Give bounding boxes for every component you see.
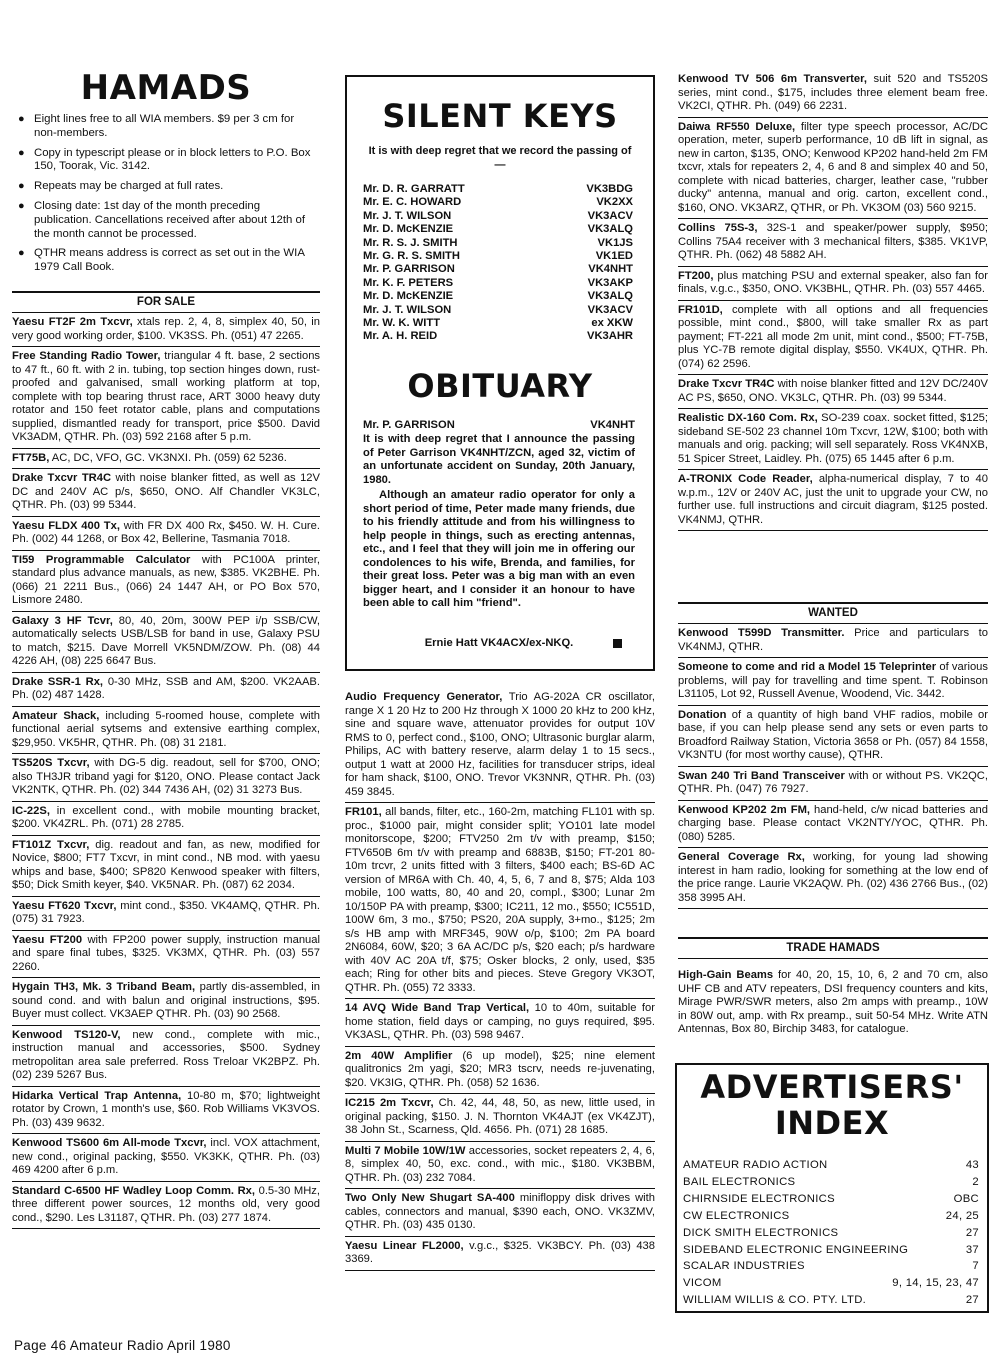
ad-text: with FP200 power supply, instruction manual and spare final tubes, $325. VK3MX, QTHR. Ph. (03) 557 2260. xyxy=(12,933,320,973)
classified-ad xyxy=(678,767,988,801)
ad-heading: 14 AVQ Wide Band Trap Vertical, xyxy=(345,1002,530,1014)
ad-text: complete with all options and all frequencies possible, mint cond., $800, will take smaller Rx as part payment; FT-221 all mode 2m unit, mint cond., $500; FT-75B, plus YC-7B remote digital display, $550. VK4UX, QTHR. Ph. (074) 62 2596. xyxy=(678,303,988,370)
ad-text: incl. VOX attachment, new cond., original packing, $550. VK3KK, QTHR. Ph. (03) 469 4200 after 6 p.m. xyxy=(12,1137,320,1176)
classified-ad xyxy=(678,848,988,909)
silent-key-row: Mr. G. R. S. SMITH VK1ED xyxy=(363,250,633,263)
wanted-heading: WANTED xyxy=(678,602,988,624)
ad-text: 0.5-30 MHz, three different power sources, 12 months old, very good cond., $290. Les L31187, QTHR. Ph. (03) 277 1874. xyxy=(12,1184,321,1224)
advertiser-row: SIDEBAND ELECTRONIC ENGINEERING 37 xyxy=(683,1243,979,1256)
ad-heading: A-TRONIX Code Reader, xyxy=(678,473,813,485)
ad-heading: Donation xyxy=(678,708,727,721)
obituary-paragraph-2: Although an amateur radio operator for only a short period of time, Peter made many friends, due to his friendly attitude and from his willingness to help people in things, such as erecting antennas, etc., and I feel that they will join me in offering our condolences to his wife, Brenda, and families, for their great loss. Peter was a big man with an even bigger heart, and I consider it an honour to have been able to call him "friend". xyxy=(363,489,635,609)
ad-text: plus matching PSU and external speaker, also fan for finals, v.g.c., $350, ONO. VK3BHL, QTHR. Ph. (03) 557 4465. xyxy=(678,269,988,295)
silent-keys-list xyxy=(363,183,633,344)
classified-ad xyxy=(12,1026,320,1087)
silent-key-row: Mr. J. T. WILSON VK3ACV xyxy=(363,209,633,222)
classified-ad xyxy=(345,1189,655,1237)
classified-ad xyxy=(12,313,320,347)
classified-ad xyxy=(678,624,988,658)
ad-heading: Two Only New Shugart SA-400 xyxy=(345,1192,515,1204)
classified-ad xyxy=(12,707,320,755)
classified-ad xyxy=(345,1237,655,1271)
classified-ad xyxy=(678,118,988,220)
wanted-section xyxy=(678,602,988,909)
classified-ad xyxy=(12,1087,320,1135)
ad-text: 10-80 m, $70; lightweight rotator by Crown, 1 month's use, $60. Rob Williams VK3VOS. Ph. (03) 439 9632. xyxy=(12,1089,320,1129)
for-sale-list-col3 xyxy=(678,70,988,531)
classified-ad xyxy=(678,658,988,706)
hamads-rules xyxy=(12,113,320,281)
ad-heading: Yaesu Linear FL2000, xyxy=(345,1239,464,1252)
ad-text: with FR DX 400 Rx, $450. W. H. Cure. Ph. (002) 44 1268, or Box 42, Bellerine, Tasmania 7018. xyxy=(12,519,320,545)
ad-text: Price and particulars to VK4NMJ, QTHR. xyxy=(678,627,988,653)
classified-ad xyxy=(678,301,988,376)
silent-key-row: Mr. D. R. GARRATT VK3BDG xyxy=(363,183,633,195)
ad-text: in excellent cond., with mobile mounting bracket, $200. VK4ZRL. Ph. (071) 28 2785. xyxy=(12,804,320,830)
trade-hamads-section xyxy=(678,937,988,959)
bullet-icon: ● xyxy=(18,146,25,159)
ad-text: partly dis-assembled, in sound cond. and with balun and original instructions, $95. Buyer must collect. VK3AEP QTHR. Ph. (03) 90 2568. xyxy=(12,981,320,1020)
classified-ad xyxy=(12,673,320,707)
ad-heading: Hygain TH3, Mk. 3 Triband Beam, xyxy=(12,981,196,993)
silent-keys-title: SILENT KEYS xyxy=(382,97,618,135)
silent-keys-intro: It is with deep regret that we record the passing of — xyxy=(368,145,632,171)
ad-heading: Drake Txcvr TR4C xyxy=(12,472,112,484)
classified-ad xyxy=(12,978,320,1026)
silent-key-row: Mr. D. McKENZIE VK3ALQ xyxy=(363,223,633,236)
advertiser-row: VICOM 9, 14, 15, 23, 47 xyxy=(683,1277,979,1290)
advertiser-row: SCALAR INDUSTRIES 7 xyxy=(683,1260,979,1273)
ad-heading: Drake SSR-1 Rx, xyxy=(12,675,104,688)
ad-heading: Swan 240 Tri Band Transceiver xyxy=(678,769,845,782)
ad-text: 80, 40, 20m, 300W PEP i/p SSB/CW, automatically selects USB/LSB for band in use, Galaxy PSU to match, $215. Dave Morrell VK5NDM/ZOW. Ph. (08) 44 4226 AH, (08) 225 6647 Bus. xyxy=(12,614,320,667)
ad-heading: Standard C-6500 HF Wadley Loop Comm. Rx, xyxy=(12,1184,256,1197)
wanted-list xyxy=(678,624,988,909)
for-sale-list-col2 xyxy=(345,688,655,1271)
ad-text: triangular 4 ft. base, 2 sections to 47 ft., 60 ft. with 2 in. tubing, top section hinges down, rust-proofed and galvanised, small working platform at top, complete with top bearing thrust race, ART 3000 heavy duty rotator and 150 feet rotator cable, plans and computations supplied, dismantled ready for transport, price $500. David VK3ADM, QTHR. Ph. (03) 592 2168 after 5 p.m. xyxy=(12,350,321,443)
ad-heading: TS520S Txcvr, xyxy=(12,757,90,769)
silent-key-row: Mr. J. T. WILSON VK3ACV xyxy=(363,303,633,316)
advertiser-row: WILLIAM WILLIS & CO. PTY. LTD. 27 xyxy=(683,1294,979,1307)
ad-text: hand-held, c/w nicad batteries and charging base. Please contact VK2NTY/YOC, QTHR. Ph. (080) 5285. xyxy=(678,803,988,843)
rule-item: ● Closing date: 1st day of the month preceding publication. Cancellations received after about 12th of the month cannot be processed. xyxy=(18,199,306,240)
classified-ad xyxy=(12,754,320,802)
ad-text: of various problems, will pay for travelling and time spent. T. Robinson L31105, Lot 92, Russell Avenue, Woodend, Vic. 3442. xyxy=(678,661,988,700)
silent-key-row: Mr. D. McKENZIE VK3ALQ xyxy=(363,290,633,303)
ad-text: with or without PS. VK2QC, QTHR. Ph. (047) 76 7927. xyxy=(678,769,988,795)
ad-text: suit 520 and TS520S series, mint cond., $175, includes three element beam free. VK2CI, QTHR. Ph. (049) 66 2231. xyxy=(678,73,988,112)
rule-item: ● Copy in typescript please or in block letters to P.O. Box 150, Toorak, Vic. 3142. xyxy=(18,146,311,173)
ad-heading: Drake Txcvr TR4C xyxy=(678,378,775,390)
ad-text: v.g.c., $325. VK3BCY. Ph. (03) 438 3369. xyxy=(345,1239,655,1265)
ad-text: mint cond., $350. VK4AMQ, QTHR. Ph. (075) 31 7923. xyxy=(12,899,320,925)
rule-item: ● Eight lines free to all WIA members. $9 per 3 cm for non-members. xyxy=(18,113,295,139)
ad-text: 10 to 40m, suitable for home station, field days or camping, no guys required, $95. VK3ASL, QTHR. Ph. (03) 598 9467. xyxy=(345,1002,655,1041)
ad-heading: Audio Frequency Generator, xyxy=(345,691,503,703)
ad-heading: Kenwood TS120-V, xyxy=(12,1028,121,1041)
classified-ad xyxy=(12,517,320,551)
ad-text: with noise blanker fitted and 12V DC/240V AC PS, $650, ONO. VK3LC, QTHR. Ph. (03) 99 5344. xyxy=(678,378,988,404)
rule-item: ● QTHR means address is correct as set out in the WIA 1979 Call Book. xyxy=(18,247,305,274)
ad-heading: Yaesu FT200 xyxy=(12,933,83,946)
ad-text: with noise blanker fitted, as well as 12V DC and 240V AC p/s, $650, ONO. Alf Chandler VK3LC, QTHR. Ph. (03) 99 5344. xyxy=(12,472,320,511)
ad-heading: Amateur Shack, xyxy=(12,709,100,722)
classified-ad xyxy=(678,375,988,409)
bullet-icon: ● xyxy=(18,113,25,125)
ad-text: Ch. 42, 44, 48, 50, as new, little used, in original packing, $150. J. N. Thornton VK4AJT (ex VK4ZJT), 38 John St., Scarness, Qld. 4656. Ph. (071) 28 1685. xyxy=(345,1097,655,1136)
ad-text: xtals rep. 2, 4, 8, simplex 40, 50, in very good working order, $100. VK3SS. Ph. (051) 47 2265. xyxy=(12,316,320,342)
classified-ad xyxy=(12,1182,320,1230)
classified-ad xyxy=(678,409,988,470)
ad-heading: Hidarka Vertical Trap Antenna, xyxy=(12,1089,182,1102)
ad-heading: Multi 7 Mobile 10W/1W xyxy=(345,1144,466,1157)
classified-ad xyxy=(12,551,320,612)
classified-ad xyxy=(678,219,988,267)
bullet-icon: ● xyxy=(18,180,25,193)
ad-heading: IC215 2m Txcvr, xyxy=(345,1097,434,1109)
ad-text: of a quantity of high band VHF radios, mobile or base, if you can help please send any sets or even parts to Broadford Railway Station, Victoria 3658 or Ph. (057) 84 1558, VK3NTU (for most worthy cause), QTHR. xyxy=(678,708,988,761)
classified-ad xyxy=(345,999,655,1047)
advertisers-index-box xyxy=(675,1063,989,1313)
for-sale-section xyxy=(12,291,320,1229)
trade-hamads-heading: TRADE HAMADS xyxy=(678,937,988,959)
classified-ad xyxy=(12,347,320,449)
ad-heading: Collins 75S-3, xyxy=(678,222,758,234)
ad-heading: Kenwood T599D Transmitter. xyxy=(678,627,845,639)
classified-ad xyxy=(12,931,320,979)
ad-heading: TI59 Programmable Calculator xyxy=(12,553,191,566)
classified-ad xyxy=(12,469,320,517)
obituary-signature: Ernie Hatt VK4ACX/ex-NKQ. xyxy=(424,637,574,649)
classified-ad xyxy=(12,802,320,836)
classified-ad xyxy=(345,688,655,803)
classified-ad xyxy=(12,897,320,931)
advertiser-row: BAIL ELECTRONICS 2 xyxy=(683,1175,979,1188)
advertisers-list xyxy=(683,1157,979,1309)
ad-heading: IC-22S, xyxy=(12,804,50,817)
ad-text: 32S-1 and speaker/power supply, $950; Collins 75A4 receiver with 3 mechanical filters, $385. VK1VP, QTHR. Ph. (062) 48 5882 AH. xyxy=(678,222,988,261)
hamads-title: HAMADS xyxy=(80,68,252,108)
ad-text: accessories, socket repeaters 2, 4, 6, 8, simplex 40, 50, exc. cond., with mic., $180. VK3BBM, QTHR. Ph. (03) 232 7084. xyxy=(345,1144,655,1184)
ad-heading: Galaxy 3 HF Tcvr, xyxy=(12,614,113,627)
ad-heading: Daiwa RF550 Deluxe, xyxy=(678,120,796,133)
ad-text: 0-30 MHz, SSB and AM, $200. VK2AAB. Ph. (02) 487 1428. xyxy=(12,675,320,701)
classified-ad xyxy=(12,836,320,897)
ad-heading: General Coverage Rx, xyxy=(678,851,805,863)
obituary-subject: Mr. P. GARRISON VK4NHT xyxy=(363,419,635,431)
ad-heading: Yaesu FT620 Txcvr, xyxy=(12,899,117,912)
silent-key-row: Mr. R. S. J. SMITH VK1JS xyxy=(363,236,633,249)
ad-heading: Kenwood TV 506 6m Transverter, xyxy=(678,73,867,85)
advertiser-row: AMATEUR RADIO ACTION 43 xyxy=(683,1159,979,1171)
rule-item: ● Repeats may be charged at full rates. xyxy=(18,180,224,193)
classified-ad xyxy=(678,267,988,301)
classified-ad xyxy=(345,1094,655,1142)
obituary-paragraph-1: It is with deep regret that I announce the passing of Peter Garrison VK4NHT/ZCN, aged 32, victim of an unfortunate accident on Sunday, 20th January, 1980. xyxy=(363,433,635,486)
classified-ad xyxy=(678,706,988,767)
ad-heading: Free Standing Radio Tower, xyxy=(12,350,161,362)
advertiser-row: CHIRNSIDE ELECTRONICS OBC xyxy=(683,1192,979,1205)
silent-key-row: Mr. K. F. PETERS VK3AKP xyxy=(363,276,633,289)
ad-heading: FR101, xyxy=(345,806,382,818)
advertisers-index-title: ADVERTISERS' INDEX xyxy=(700,1068,964,1142)
end-mark-icon xyxy=(613,639,622,648)
ad-heading: Realistic DX-160 Com. Rx, xyxy=(678,412,818,424)
ad-text: working, for young lad showing interest in ham radio, looking for something at the low end of the price range. Laurie VK2AQW. Ph. (02) 436 2766 Bus., (02) 358 3995 AH. xyxy=(678,851,989,904)
ad-text: dig. readout and fan, as new, modified for Novice, $800; FT7 Txcvr, in mint cond., NB mod. with yaesu whips and base, $400; SP820 Kenwood speaker with filters, $50; Dick Smith keyer, $40. VK5NAR. Ph. (087) 62 2034. xyxy=(12,838,320,891)
ad-text: minifloppy disk drives with cables, connectors and manual, $390 each, ONO. VK3ZMV, QTHR. Ph. (03) 435 0130. xyxy=(345,1192,655,1231)
advertiser-row: CW ELECTRONICS 24, 25 xyxy=(683,1209,979,1222)
ad-heading: 2m 40W Amplifier xyxy=(345,1049,453,1062)
ad-text: AC, DC, VFO, GC. VK3NXI. Ph. (059) 62 5236. xyxy=(49,451,287,464)
classified-ad xyxy=(678,801,988,849)
classified-ad xyxy=(345,1142,655,1190)
obituary-title: OBITUARY xyxy=(407,367,593,405)
ad-heading: Yaesu FT2F 2m Txcvr, xyxy=(12,316,133,328)
classified-ad xyxy=(12,612,320,673)
ad-text: with PC100A printer, standard plus advance manuals, as new, $385. VK2BHE. Ph. (066) 21 2211 Bus., (066) 24 1447 AH, or PO Box 570, Lismore 2480. xyxy=(12,553,320,606)
ad-text: SO-239 coax. socket fitted, $125; sideband SE-502 23 channel 10m Txcvr, 12W, $100; both with manuals and orig. packing; will sell separately. Ross VK4NXB, 51 Spicer Street, Laidley. Ph. (075) 65 1445 after 6 p.m. xyxy=(678,412,989,465)
ad-heading: FR101D, xyxy=(678,303,723,316)
ad-heading: Someone to come and rid a Model 15 Teleprinter xyxy=(678,661,937,673)
silent-keys-box xyxy=(345,75,655,671)
ad-heading: FT200, xyxy=(678,269,714,282)
classified-ad xyxy=(12,1134,320,1182)
ad-heading: FT75B, xyxy=(12,451,50,464)
ad-heading: Yaesu FLDX 400 Tx, xyxy=(12,519,120,532)
classified-ad xyxy=(345,1047,655,1095)
ad-text: Trio AG-202A CR oscillator, range X 1 20 Hz to 200 Hz through X 1000 20 kHz to 200 kHz, sine and square wave, attenuator provides for output 10V RMS to 0, perfect cond., $100, ONO; Ultrasonic burglar alarm, Philips, AC with battery reserve, alarm delay 1 to 15 secs., output 1 watt at 2000 Hz, facilities for transducer strips, ideal for ham shack, $100, ONO. Trevor VK3NNR, QTHR. Ph. (03) 459 3845. xyxy=(345,691,655,798)
classified-ad xyxy=(345,803,655,999)
classified-ad xyxy=(12,449,320,470)
for-sale-list-col1 xyxy=(12,313,320,1229)
ad-text: (6 up model), $25; nine element qualitronics 2m yagi, $20; MR3 tscrv, needs re-juvenating, $20. VK3IG, QTHR. Ph. (058) 52 1636. xyxy=(345,1049,655,1089)
ad-text: alpha-numerical display, 7 to 40 w.p.m., 12V or 240V AC, just the unit to upgrade your CW, no further use. full instructions and circuit diagram, $125 posted. VK4NMJ, QTHR. xyxy=(678,473,988,526)
silent-key-row: Mr. W. K. WITT ex XKW xyxy=(363,317,633,330)
ad-heading: Kenwood TS600 6m All-mode Txcvr, xyxy=(12,1137,207,1149)
ad-text: new cond., complete with mic., instruction manual and accessories, $500. Sydney metropolitan area sale preferred. Ross Treloar VK2BPZ. Ph. (02) 239 5267 Bus. xyxy=(12,1028,320,1081)
silent-key-row: Mr. P. GARRISON VK4NHT xyxy=(363,263,633,276)
trade-hamads-ad: High-Gain Beams for 40, 20, 15, 10, 6, 2 and 70 cm, also UHF CB and ATV repeaters, DSI frequency counters and kits, Mirage PWR/SWR meters, also 2m amps with preamp., 10W in 80W out, amp. with Rx preamp., suit 50-54 MHz. Write ATN Antennas, Box 80, Birchip 3483, for catalogue. xyxy=(678,969,988,1035)
ad-text: all bands, filter, etc., 160-2m, matching FL101 with sp. proc., $1000 pair, might consider split; YO101 late model monitorscope, $200; FTV250 2m t/v with preamp, $150; FTV650B 6m t/v with preamp and 6883B, $150; FT-201 80-10m trcvr, 2 units fitted with 3 filters, $400 each; BS-6D AC version of MR6A with Ch. 40, 4, 5, 6, 7 and 8, $75; Alda 103 mobile, 100 watts, 80, 40 and 20, compl., $300; Lunar 2m 10/150P PA with preamp, $300; IC211, 12 mo., $550; IC551D, 100W 6m, 3 mo., $750; PS20, 20A supply, 3+mo., $125; 2m s/s HB amp with MRF345, 90W o/p, $100; 2m PA board 2N6084, 60W, $20; 3 6A AC/DC p/s, $20 each; p/s hardware with 40V AC 20A t/f, $75; Osker blocks, 2 only, used, $35 each; Ring for other bits and pieces. Steve Gregory VK3OT, QTHR. Ph. (055) 72 3333. xyxy=(345,806,655,994)
advertiser-row: DICK SMITH ELECTRONICS 27 xyxy=(683,1226,979,1239)
ad-text: including 5-roomed house, complete with functional aerial sytsems and extensive earthing complex, $29,950. VK5HR, QTHR. Ph. (08) 31 2181. xyxy=(12,709,320,749)
bullet-icon: ● xyxy=(18,247,25,260)
ad-heading: Kenwood KP202 2m FM, xyxy=(678,803,810,816)
classified-ad xyxy=(678,470,988,531)
for-sale-heading: FOR SALE xyxy=(12,291,320,313)
bullet-icon: ● xyxy=(18,199,25,212)
ad-heading: FT101Z Txcvr, xyxy=(12,838,90,851)
page-footer: Page 46 Amateur Radio April 1980 xyxy=(14,1338,231,1353)
classified-ad xyxy=(678,70,988,118)
ad-text: with DG-5 dig. readout, sell for $700, ONO; also TH3JR triband yagi for $120, ONO. Please contact Jack VK2NTK, QTHR. Ph. (02) 344 7436 AH, (02) 31 3273 Bus. xyxy=(12,757,320,796)
silent-key-row: Mr. A. H. REID VK3AHR xyxy=(363,330,633,343)
silent-key-row: Mr. E. C. HOWARD VK2XX xyxy=(363,196,633,209)
ad-text: filter type speech processor, AC/DC operation, meter, superb performance, 10 dB lift in signal, as new in carton, $135, ONO; Kenwood KP202 hand-held 2m FM txcvr, xtals for repeaters 2, 4, 6 and 8 and simplex 40 and 50, complete with nicad batteries, charger, leather case, "rubber ducky" antenna, manual and orig. carton, excellent cond., $160, ONO. VK3ARZ, QTHR, or Ph. VK3OM (03) 560 9215. xyxy=(678,120,988,214)
